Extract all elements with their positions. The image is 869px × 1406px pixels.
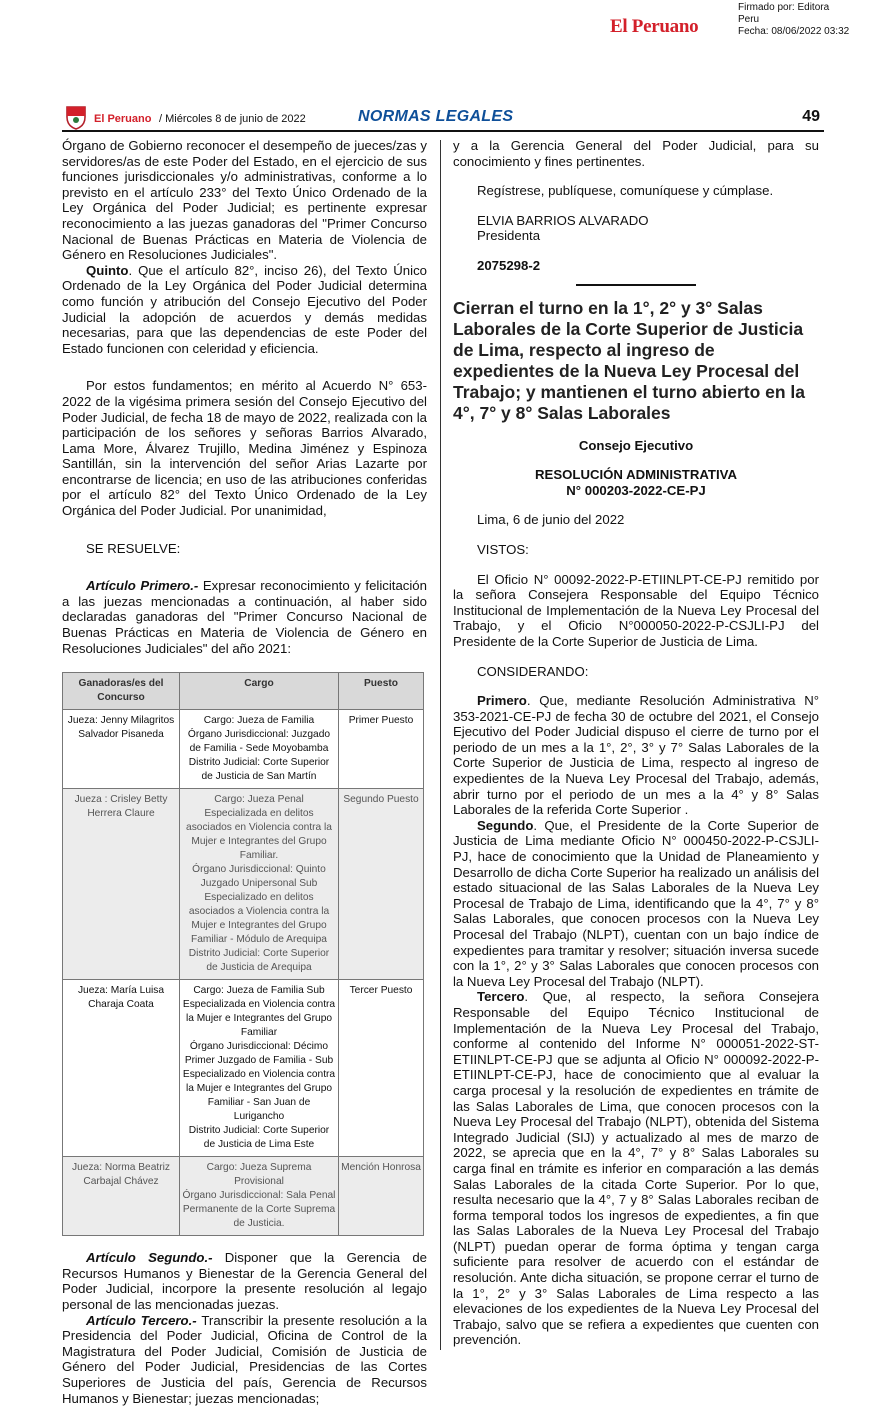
signer-name: ELVIA BARRIOS ALVARADO xyxy=(477,212,649,228)
article-second-text: Disponer que la Gerencia de Recursos Humanos y Bienestar de la Gerencia General del Poder Judicial, incorpore la presente resolución al legajo personal de las mencionadas juezas. xyxy=(62,1250,427,1312)
resuelve-heading: SE RESUELVE: xyxy=(86,540,181,556)
col-header-cargo: Cargo xyxy=(180,673,339,710)
digital-signature xyxy=(610,2,868,42)
segundo-text: . Que, el Presidente de la Corte Superior de Justicia de Lima mediante Oficio N° 000450-2022-P-CSJLI-PJ, hace de conocimiento que la Unidad de Planeamiento y Desarrollo de dicha Corte Superior ha realizado un análisis del estado situacional de las Salas Laborales de la Nueva Ley Procesal de Trabajo de Lima, identificando que la 4°, 7° y 8° Salas Laborales, que conocen procesos con la Nueva Ley Procesal del Trabajo (NLPT), cuentan con un bajo índice de expedientes para tramitar y resolver; situación inversa sucede con la 1°, 2° y 3° Salas Laborales que conocen procesos con la Nueva Ley Procesal del Trabajo (NLPT). xyxy=(453,817,819,989)
header-rule xyxy=(62,130,824,132)
article-third-lead: Artículo Tercero.- xyxy=(86,1312,197,1328)
col-header-winner: Ganadoras/es del Concurso xyxy=(63,673,180,710)
section-rule xyxy=(576,284,696,286)
resolution-title: RESOLUCIÓN ADMINISTRATIVA xyxy=(535,467,737,483)
winner-cell: Jueza: Norma Beatriz Carbajal Chávez xyxy=(63,1157,180,1236)
cargo-cell: Cargo: Jueza de Familia Sub Especializada en Violencia contra la Mujer e Integrantes del Grupo Familiar Órgano Jurisdiccional: Décimo Primer Juzgado de Familia - Sub Especializado en Violencia contra la Mujer e Integrantes del Grupo Familiar - San Juan de Lurigancho Distrito Judicial: Corte Superior de Justicia de Lima Este xyxy=(180,980,339,1157)
column-divider xyxy=(440,140,441,1350)
paragraph-continuation: y a la Gerencia General del Poder Judicial, para su conocimiento y fines pertinentes. xyxy=(453,138,819,169)
winner-cell: Jueza: Jenny Milagritos Salvador Pisaneda xyxy=(63,710,180,789)
article-second xyxy=(62,1250,427,1312)
paragraph-fundamentos: Por estos fundamentos; en mérito al Acuerdo N° 653-2022 de la vigésima primera sesión del Consejo Ejecutivo del Poder Judicial, de fecha 18 de mayo de 2022, realizada con la participación de los señores y señoras Barrios Alvarado, Lama More, Álvarez Trujillo, Medina Jiménez y Espinoza Santillán, sin la intervención del señor Arias Lazarte por encontrarse de licencia; en uso de las atribuciones conferidas por el artículo 82° del Texto Único Ordenado de la Ley Orgánica del Poder Judicial. Por unanimidad, xyxy=(62,378,427,519)
left-column xyxy=(62,138,427,1406)
place-date: Lima, 6 de junio del 2022 xyxy=(477,512,625,528)
winner-cell: Jueza: María Luisa Charaja Coata xyxy=(63,980,180,1157)
article-second-lead: Artículo Segundo.- xyxy=(86,1250,213,1266)
el-peruano-logo: El Peruano xyxy=(610,16,699,37)
article-first-lead: Artículo Primero.- xyxy=(86,578,199,594)
cargo-cell: Cargo: Jueza Suprema Provisional Órgano Jurisdiccional: Sala Penal Permanente de la Corte Suprema de Justicia. xyxy=(180,1157,339,1236)
paragraph-intro: Órgano de Gobierno reconocer el desempeño de jueces/zas y servidores/as de este Poder del Estado, en el ejercicio de sus funciones jurisdiccionales y/o administrativas, conforme a lo previsto en el artículo 233° del Texto Único Ordenado de la Ley Orgánica del Poder Judicial; es pertinente expresar reconocimiento a las juezas ganadoras del "Primer Concurso Nacional de Buenas Prácticas en Materia de Violencia de Género en Resoluciones Judiciales". xyxy=(62,138,427,263)
quinto-text: . Que el artículo 82°, inciso 26), del Texto Único Ordenado de la Ley Orgánica del Poder Judicial determina como función y atribución del Consejo Ejecutivo del Poder Judicial la adopción de acuerdos y demás medidas necesarias, para que las dependencias de este Poder del Estado funcionen con celeridad y eficiencia. xyxy=(62,262,427,356)
document-code: 2075298-2 xyxy=(477,257,541,273)
segundo-lead: Segundo xyxy=(477,817,534,833)
winner-cell: Jueza : Crisley Betty Herrera Claure xyxy=(63,789,180,980)
article-headline: Cierran el turno en la 1°, 2° y 3° Salas Laborales de la Corte Superior de Justicia de Lima, respecto al ingreso de expedientes de la Nueva Ley Procesal del Trabajo; y mantienen el turno abierto en la 4°, 7° y 8° Salas Laborales xyxy=(453,297,806,423)
quinto-lead: Quinto xyxy=(86,262,129,278)
article-third xyxy=(62,1313,427,1406)
considerando-segundo xyxy=(453,818,819,990)
vistos-text: El Oficio N° 00092-2022-P-ETIINLPT-CE-PJ remitido por la señora Consejera Responsable del Equipo Técnico Institucional de Implementación de la Nueva Ley Procesal del Trabajo, y el Oficio N°000050-2022-P-CSJLI-PJ del Presidente de la Corte Superior de Justicia de Lima. xyxy=(453,571,819,649)
resolution-number: N° 000203-2022-CE-PJ xyxy=(566,482,706,498)
table-row xyxy=(63,1157,424,1236)
article-first-text: Expresar reconocimiento y felicitación a las juezas mencionadas a continuación, al haber sido declaradas ganadoras del "Primer Concurso Nacional de Buenas Prácticas en Materia de Violencia de Género en Resoluciones Judiciales" del año 2021: xyxy=(62,578,427,656)
page-header xyxy=(62,104,824,132)
considerando-tercero xyxy=(453,989,819,1348)
page-number: 49 xyxy=(802,108,820,125)
puesto-cell: Primer Puesto xyxy=(339,710,424,789)
winners-table xyxy=(62,672,424,1236)
tercero-lead: Tercero xyxy=(477,989,525,1005)
vistos-heading: VISTOS: xyxy=(477,541,529,557)
header-date: / Miércoles 8 de junio de 2022 xyxy=(159,113,306,125)
primero-lead: Primero xyxy=(477,693,527,709)
considerando-heading: CONSIDERANDO: xyxy=(477,663,589,679)
signer-role: Presidenta xyxy=(477,228,541,244)
table-header-row xyxy=(63,673,424,710)
issuing-body: Consejo Ejecutivo xyxy=(578,437,694,453)
table-row xyxy=(63,789,424,980)
puesto-cell: Mención Honrosa xyxy=(339,1157,424,1236)
primero-text: . Que, mediante Resolución Administrativa N° 353-2021-CE-PJ de fecha 30 de octubre del 2021, el Consejo Ejecutivo del Poder Judicial dispuso el cierre de turno por el periodo de un mes a la 1°, 2°, 3° y 7° Salas Laborales de la Corte Superior de Justicia de Lima, respecto al ingreso de expedientes de la Nueva Ley Procesal del Trabajo, además, abrir turno por el periodo de un mes a la 4° y 8° Salas Laborales de la referida Corte Superior . xyxy=(453,693,819,818)
table-row xyxy=(63,980,424,1157)
signature-details: Firmado por: Editora Peru Fecha: 08/06/2022 03:32 xyxy=(738,2,850,37)
table-row xyxy=(63,710,424,789)
right-column xyxy=(453,138,819,1348)
coat-of-arms-icon xyxy=(64,104,88,130)
header-section-title: NORMAS LEGALES xyxy=(358,108,514,125)
considerando-primero xyxy=(453,693,819,818)
puesto-cell: Segundo Puesto xyxy=(339,789,424,980)
col-header-puesto: Puesto xyxy=(339,673,424,710)
paragraph-quinto xyxy=(62,263,427,357)
cargo-cell: Cargo: Jueza de Familia Órgano Jurisdiccional: Juzgado de Familia - Sede Moyobamba Distrito Judicial: Corte Superior de Justicia de San Martín xyxy=(180,710,339,789)
cargo-cell: Cargo: Jueza Penal Especializada en delitos asociados en Violencia contra la Mujer e Integrantes del Grupo Familiar. Órgano Jurisdiccional: Quinto Juzgado Unipersonal Sub Especializado en delitos asociados a Violencia contra la Mujer e Integrantes del Grupo Familiar - Módulo de Arequipa Distrito Judicial: Corte Superior de Justicia de Arequipa xyxy=(180,789,339,980)
puesto-cell: Tercer Puesto xyxy=(339,980,424,1157)
closing-formula: Regístrese, publíquese, comuníquese y cúmplase. xyxy=(477,183,774,199)
header-brand: El Peruano xyxy=(94,113,152,125)
article-third-text: Transcribir la presente resolución a la Presidencia del Poder Judicial, Oficina de Control de la Magistratura del Poder Judicial, Comisión de Justicia de Género del Poder Judicial, Presidencias de las Cortes Superiores de Justicia del país, Gerencia de Recursos Humanos y Bienestar; juezas mencionadas; xyxy=(62,1312,427,1406)
tercero-text: . Que, al respecto, la señora Consejera Responsable del Equipo Técnico Institucional de Implementación de la Nueva Ley Procesal del Trabajo, conforme al contenido del Informe N° 000051-2022-ST-ETIINLPT-CE-PJ que se adjunta al Oficio N° 000092-2022-P-ETIINLPT-CE-PJ, hace de conocimiento que al evaluar la carga procesal y la resolución de expedientes en trámite de las Salas Laborales de Lima, que conocen procesos con la Nueva Ley Procesal del Trabajo (NLPT), obtenida del Sistema Integrado Judicial (SIJ) y actualizado al mes de marzo de 2022, se aprecia que en la 4°, 7° y 8° Salas Laborales su carga final en trámite es inferior en comparación a las demás Salas Laborales de la citada Corte Superior. Por lo que, resulta necesario que la 4°, 7 y 8° Salas Laborales reciban de forma temporal todos los ingresos de expedientes, a fin que las Salas Laborales de la Nueva Ley Procesal del Trabajo (NLPT) puedan operar de forma óptima y tengan carga suficiente para resolver de acuerdo con el estándar de resolución. Ante dicha situación, se propone cerrar el turno de la 1°, 2° y 3° Salas Laborales de Lima respecto a las elevaciones de los expedientes de la Nueva Ley Procesal del Trabajo, salvo que se refiera a expedientes que cuenten con prevención. xyxy=(453,989,819,1348)
article-first xyxy=(62,578,427,656)
